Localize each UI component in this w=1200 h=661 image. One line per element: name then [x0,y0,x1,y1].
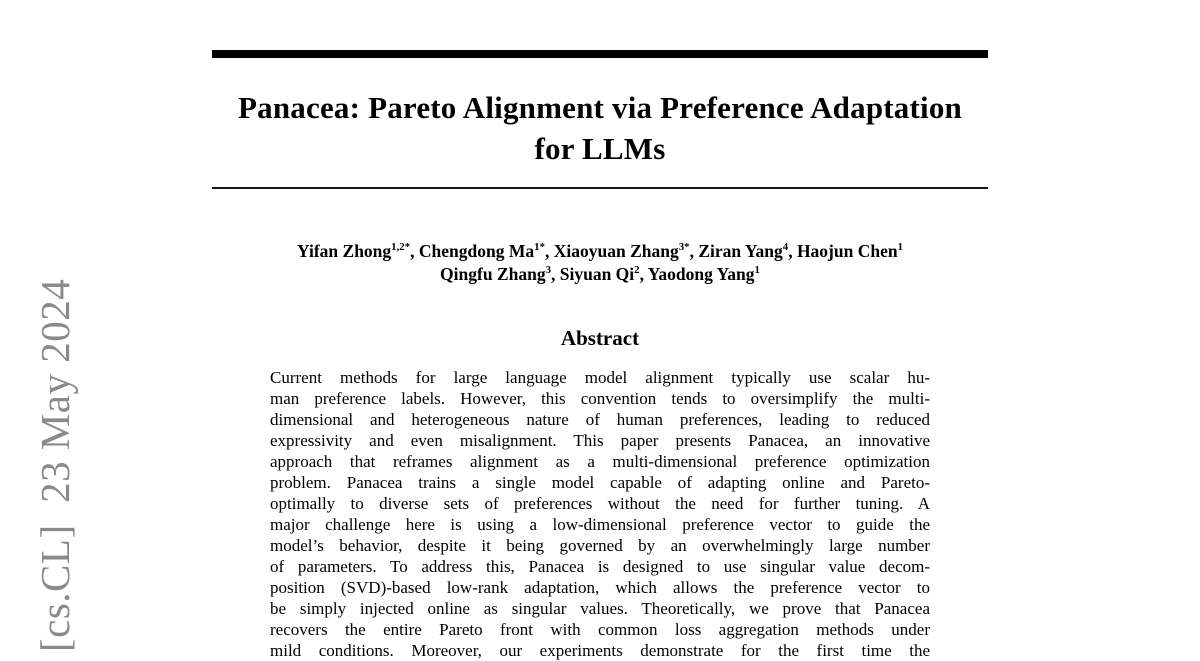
author-name: Haojun Chen [796,240,898,261]
author-affiliation-sup: 1 [754,263,760,276]
author-affiliation-sup: 3 [545,263,551,276]
paper-title [212,88,988,170]
abstract-line: dimensional and heterogeneous nature of human preferences, leading to reduced [270,409,930,429]
abstract-line: of parameters. To address this, Panacea is designed to use singular value decom- [270,556,930,576]
abstract-line: approach that reframes alignment as a multi-dimensional preference optimization [270,451,930,471]
abstract-line: position (SVD)-based low-rank adaptation, which allows the preference vector to [270,577,930,597]
author-separator: , [551,263,560,284]
author-line-1 [212,240,988,263]
abstract-line: man preference labels. However, this convention tends to oversimplify the multi- [270,388,930,408]
author-line-2 [212,263,988,286]
author-separator: , [788,240,797,261]
author [554,241,699,261]
author-affiliation-sup: 2 [634,263,640,276]
abstract-line: mild conditions. Moreover, our experiments demonstrate for the first time the [270,640,930,660]
abstract-line: expressivity and even misalignment. This paper presents Panacea, an innovative [270,430,930,450]
author [419,241,554,261]
abstract-line: optimally to diverse sets of preferences without the need for further tuning. A [270,493,930,513]
abstract-line: Current methods for large language model alignment typically use scalar hu- [270,367,930,387]
author-name: Yaodong Yang [647,263,755,284]
author-name: Chengdong Ma [418,240,535,261]
author [560,264,648,284]
author-affiliation-sup: 1 [897,240,904,253]
author [698,241,797,261]
author-affiliation-sup: 1* [534,240,545,253]
title-rule-top [212,50,988,58]
author-separator: , [544,240,554,261]
author-separator: , [689,240,699,261]
author-separator: , [639,263,648,284]
author [797,241,903,261]
title-rule-bottom [212,187,988,189]
abstract-heading: Abstract [560,325,640,350]
author-name: Siyuan Qi [559,263,635,284]
author-name: Ziran Yang [698,240,783,261]
abstract-line: problem. Panacea trains a single model capable of adapting online and Pareto- [270,472,930,492]
title-line-2: for LLMs [534,130,666,166]
author-affiliation-sup: 3* [678,240,690,253]
author-name: Xiaoyuan Zhang [553,240,679,261]
author-separator: , [410,240,419,261]
arxiv-watermark: [cs.CL] 23 May 2024 [32,278,78,652]
abstract-line: model’s behavior, despite it being governed by an overwhelmingly large number [270,535,930,555]
paper-page [212,0,988,661]
abstract-line: major challenge here is using a low-dimensional preference vector to guide the [270,514,930,534]
abstract-line: recovers the entire Pareto front with common loss aggregation methods under [270,619,930,639]
author-name: Yifan Zhong [296,240,392,261]
abstract-text [270,367,930,661]
author-list [212,240,988,286]
author-affiliation-sup: 4 [782,240,789,253]
title-line-1: Panacea: Pareto Alignment via Preference Adaptation [238,90,962,125]
abstract-line: be simply injected online as singular values. Theoretically, we prove that Panacea [270,598,930,618]
author-affiliation-sup: 1,2* [391,240,411,253]
author [297,241,419,261]
author [440,264,560,284]
author [648,264,760,284]
author-name: Qingfu Zhang [440,263,546,284]
